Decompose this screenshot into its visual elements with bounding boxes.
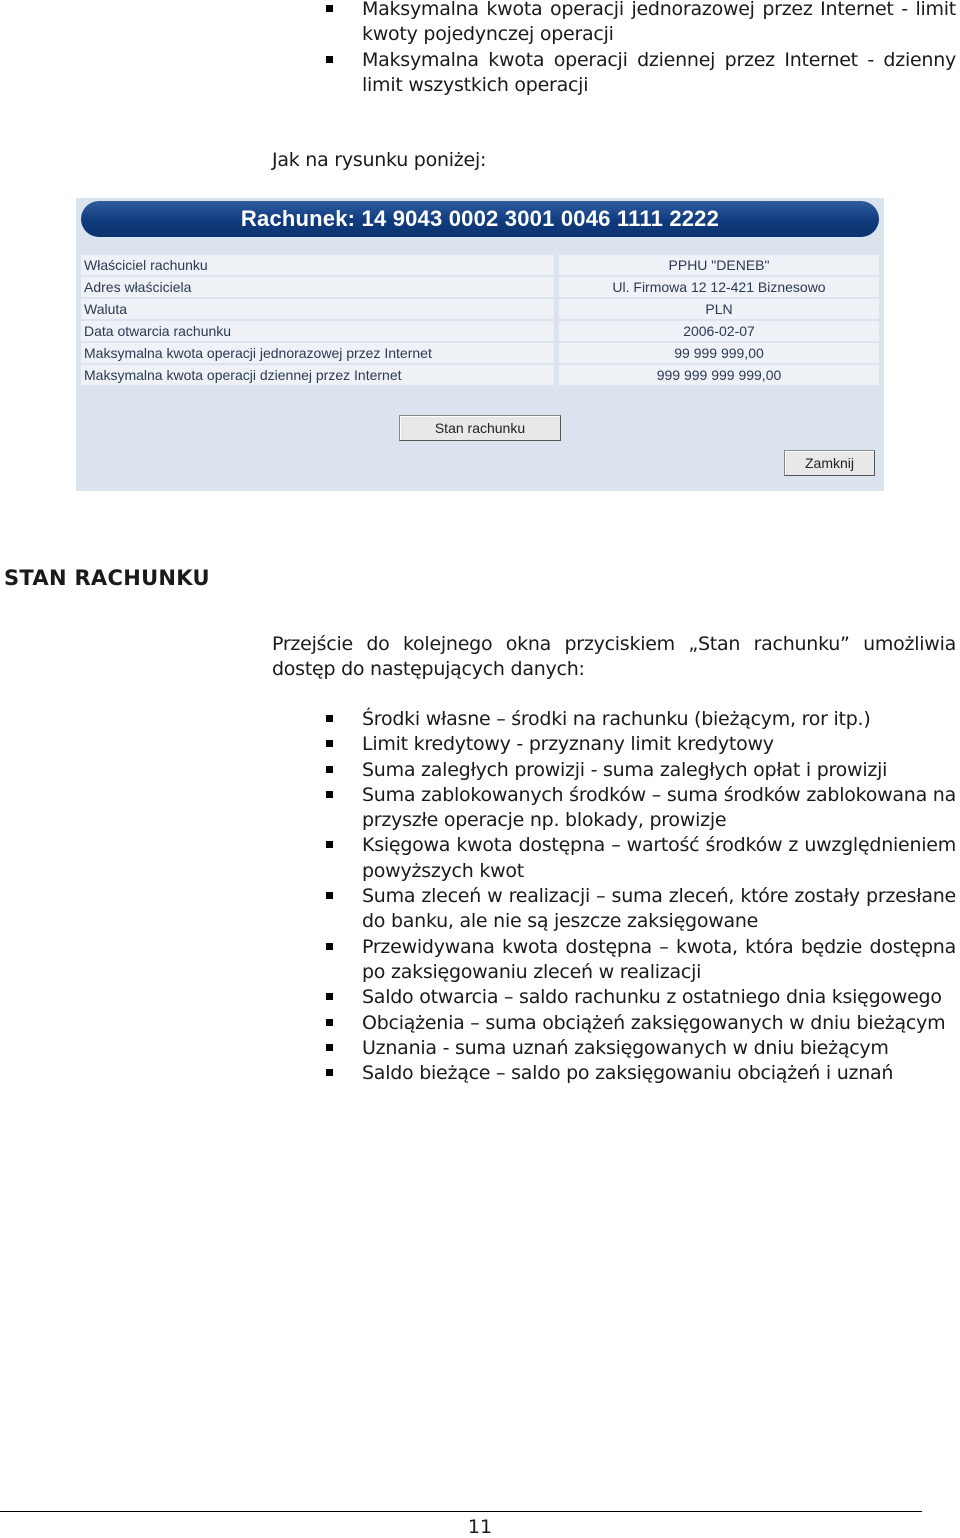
detail-label: Właściciel rachunku <box>81 255 554 276</box>
intro-text: Jak na rysunku poniżej: <box>272 149 487 171</box>
list-item: Suma zablokowanych środków – suma środków zablokowana na przyszłe operacje np. blokady, prowizje <box>362 783 956 834</box>
table-row <box>81 255 879 277</box>
list-item: Limit kredytowy - przyznany limit kredytowy <box>362 732 956 757</box>
detail-value: Ul. Firmowa 12 12-421 Biznesowo <box>559 277 879 298</box>
footer-divider <box>0 1511 922 1512</box>
detail-label: Maksymalna kwota operacji jednorazowej przez Internet <box>81 343 554 364</box>
account-window-screenshot <box>76 198 884 491</box>
list-item: Suma zleceń w realizacji – suma zleceń, które zostały przesłane do banku, ale nie są jeszcze zaksięgowane <box>362 884 956 935</box>
list-item: Uznania - suma uznań zaksięgowanych w dniu bieżącym <box>362 1036 956 1061</box>
list-item: Maksymalna kwota operacji jednorazowej przez Internet - limit kwoty pojedynczej operacji <box>362 0 956 48</box>
detail-label: Waluta <box>81 299 554 320</box>
list-item: Obciążenia – suma obciążeń zaksięgowanych w dniu bieżącym <box>362 1011 956 1036</box>
account-status-bullet-list <box>362 707 956 1086</box>
table-row <box>81 321 879 343</box>
table-row <box>81 299 879 321</box>
list-item: Środki własne – środki na rachunku (bieżącym, ror itp.) <box>362 707 956 732</box>
close-button[interactable]: Zamknij <box>784 450 875 476</box>
page-number: 11 <box>467 1516 493 1538</box>
detail-label: Adres właściciela <box>81 277 554 298</box>
detail-value: PPHU "DENEB" <box>559 255 879 276</box>
table-row <box>81 277 879 299</box>
list-item: Saldo bieżące – saldo po zaksięgowaniu obciążeń i uznań <box>362 1061 956 1086</box>
account-title-bar: Rachunek: 14 9043 0002 3001 0046 1111 2222 <box>81 201 879 237</box>
detail-value: 2006-02-07 <box>559 321 879 342</box>
list-item: Maksymalna kwota operacji dziennej przez Internet - dzienny limit wszystkich operacji <box>362 48 956 99</box>
detail-label: Data otwarcia rachunku <box>81 321 554 342</box>
table-row <box>81 365 879 387</box>
account-details-table <box>81 255 879 387</box>
top-bullet-list <box>362 0 956 98</box>
detail-label: Maksymalna kwota operacji dziennej przez Internet <box>81 365 554 386</box>
table-row <box>81 343 879 365</box>
stan-rachunku-button[interactable]: Stan rachunku <box>399 415 561 441</box>
detail-value: PLN <box>559 299 879 320</box>
section-heading: STAN RACHUNKU <box>4 566 210 590</box>
detail-value: 99 999 999,00 <box>559 343 879 364</box>
list-item: Przewidywana kwota dostępna – kwota, która będzie dostępna po zaksięgowaniu zleceń w realizacji <box>362 935 956 986</box>
section-paragraph: Przejście do kolejnego okna przyciskiem „Stan rachunku” umożliwia dostęp do następujących danych: <box>272 633 956 681</box>
list-item: Saldo otwarcia – saldo rachunku z ostatniego dnia księgowego <box>362 985 956 1010</box>
list-item: Suma zaległych prowizji - suma zaległych opłat i prowizji <box>362 758 956 783</box>
list-item: Księgowa kwota dostępna – wartość środków z uwzględnieniem powyższych kwot <box>362 833 956 884</box>
detail-value: 999 999 999 999,00 <box>559 365 879 386</box>
